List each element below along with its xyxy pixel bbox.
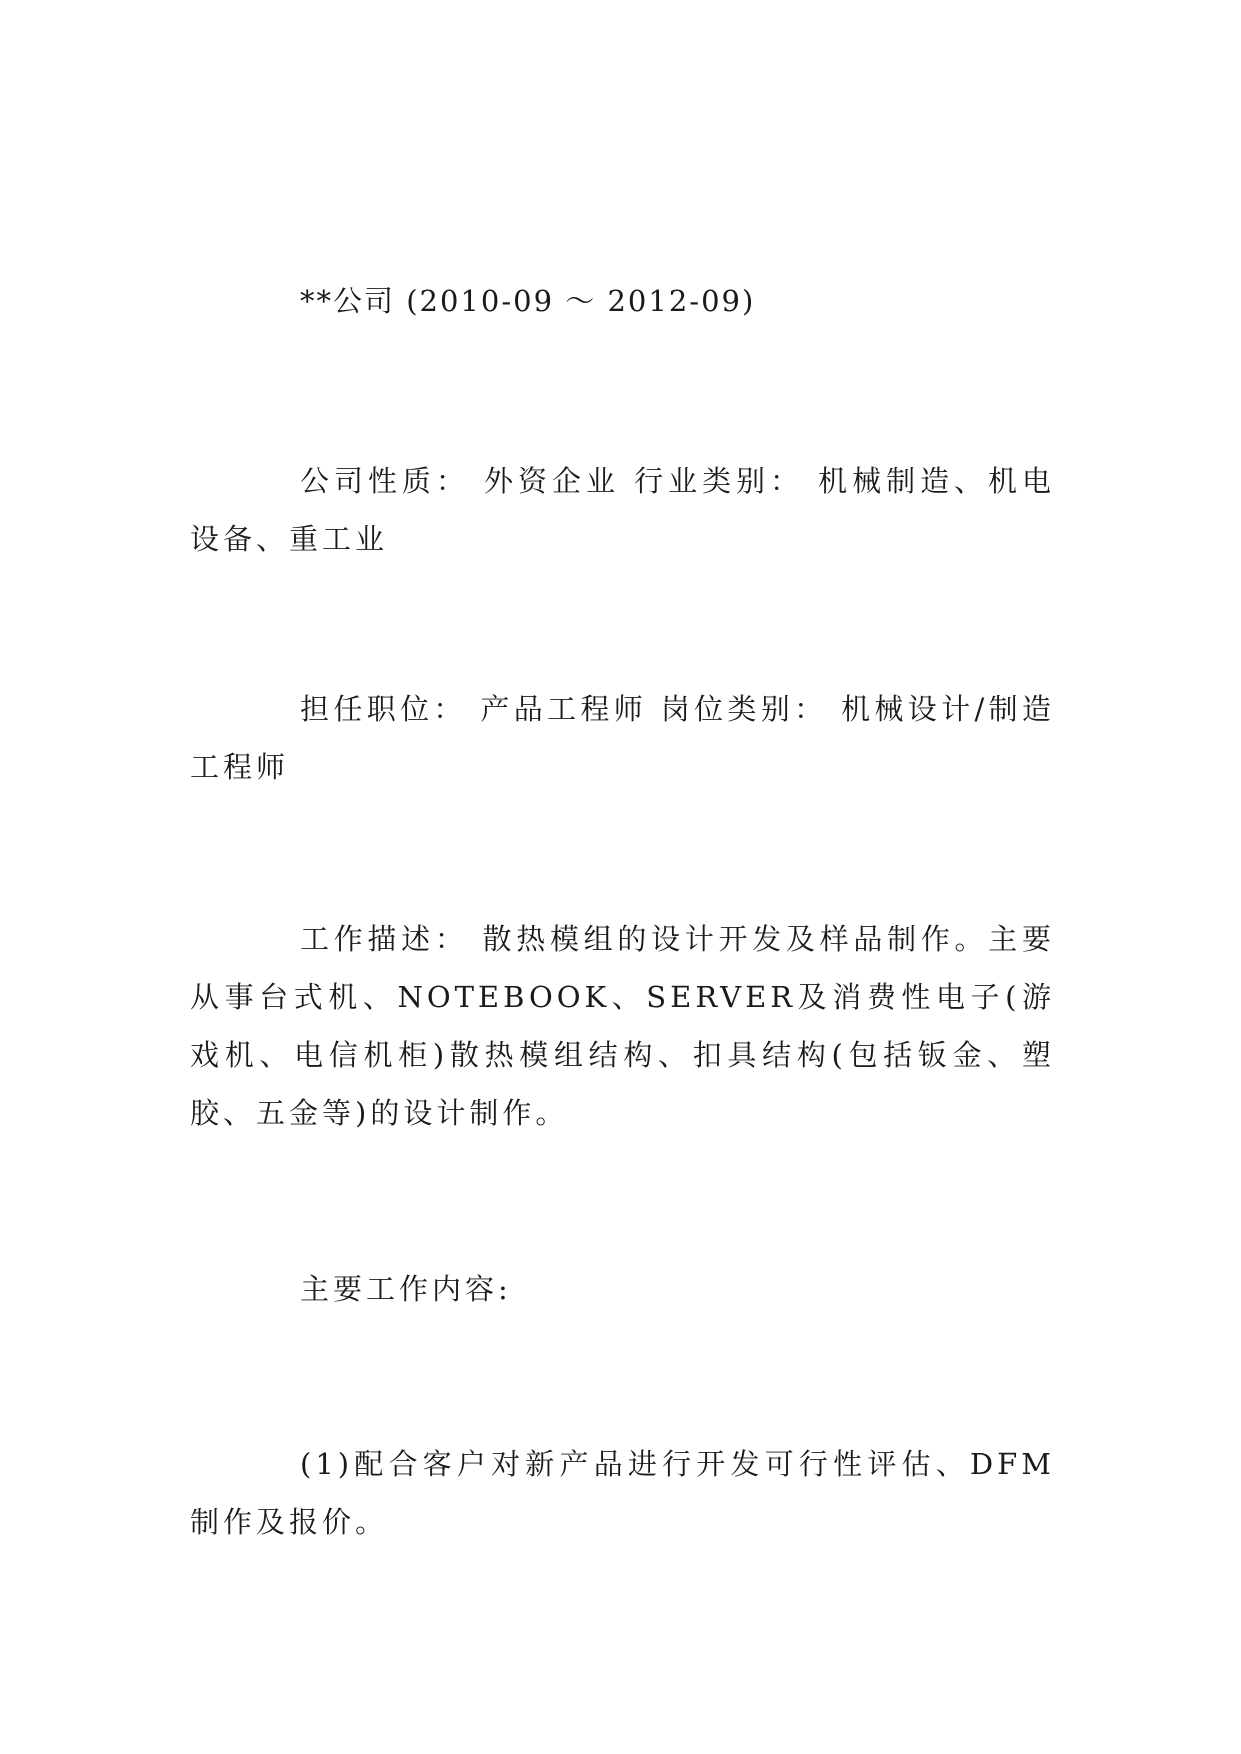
job-description-paragraph: 工作描述： 散热模组的设计开发及样品制作。主要从事台式机、NOTEBOOK、SERVER及消费性电子(游戏机、电信机柜)散热模组结构、扣具结构(包括钣金、塑胶、五金等)的设计制作。: [190, 922, 1055, 1130]
main-duties-heading: 主要工作内容:: [300, 1272, 512, 1306]
company-heading: **公司 (2010-09 ～ 2012-09): [300, 284, 756, 318]
position-paragraph: 担任职位： 产品工程师 岗位类别： 机械设计/制造工程师: [190, 692, 1055, 784]
duty-item-1: (1)配合客户对新产品进行开发可行性评估、DFM制作及报价。: [190, 1447, 1055, 1539]
company-nature-paragraph: 公司性质： 外资企业 行业类别： 机械制造、机电设备、重工业: [190, 464, 1055, 556]
